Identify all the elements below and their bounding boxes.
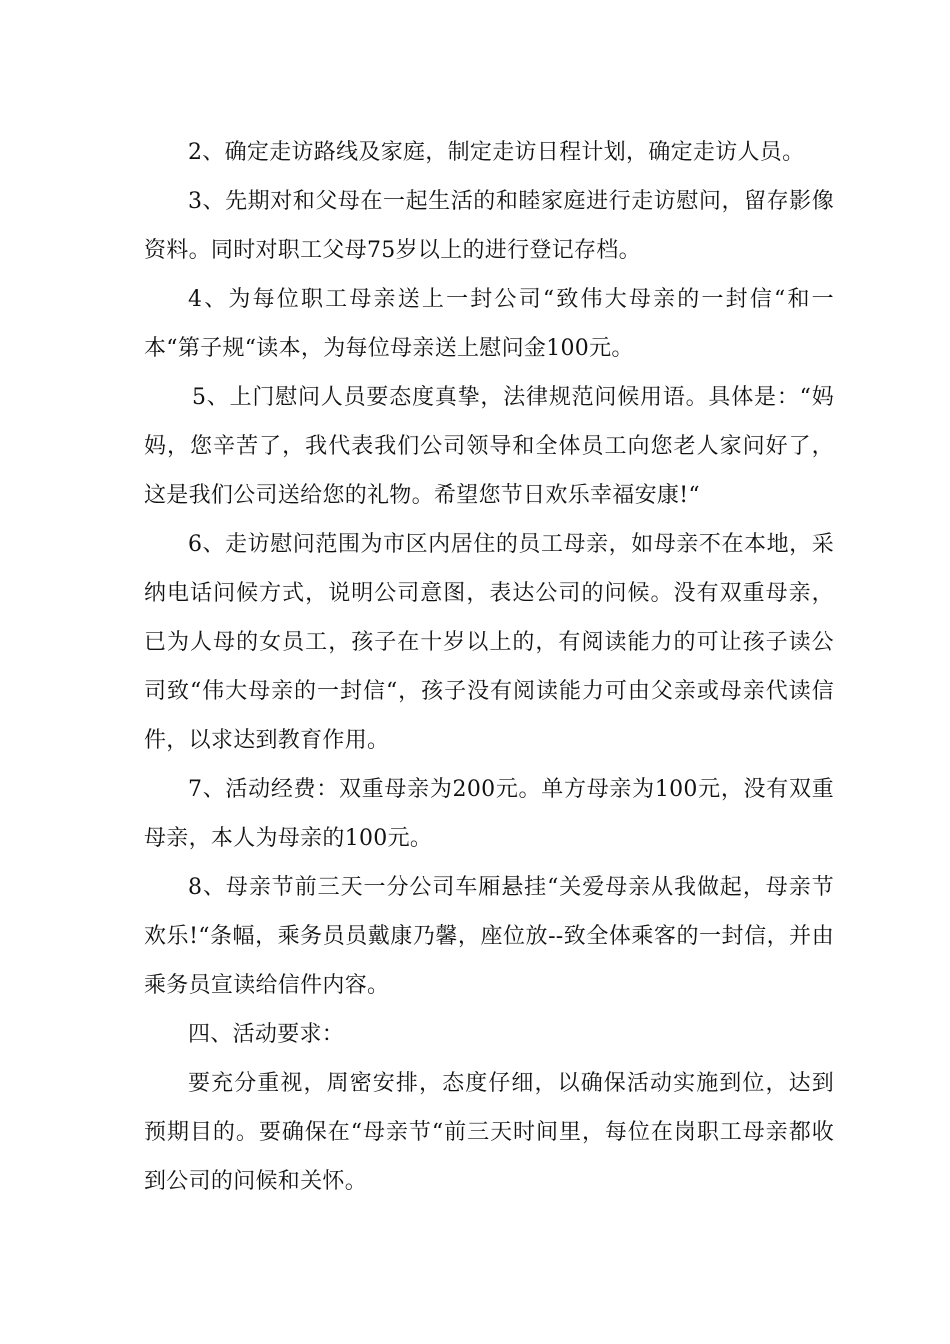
section-heading-requirements: 四、活动要求：	[188, 1022, 345, 1047]
paragraph-item-7: 7、活动经费：双重母亲为200元。单方母亲为100元，没有双重母亲，本人为母亲的100元。	[144, 777, 834, 851]
paragraph-requirements: 要充分重视，周密安排，态度仔细，以确保活动实施到位，达到预期目的。要确保在“母亲节“前三天时间里，每位在岗职工母亲都收到公司的问候和关怀。	[144, 1071, 834, 1194]
paragraph-item-8: 8、母亲节前三天一分公司车厢悬挂“关爱母亲从我做起，母亲节欢乐!“条幅，乘务员员戴康乃馨，座位放--致全体乘客的一封信，并由乘务员宣读给信件内容。	[144, 875, 834, 998]
paragraph-item-4: 4、为每位职工母亲送上一封公司“致伟大母亲的一封信“和一本“第子规“读本，为每位母亲送上慰问金100元。	[144, 287, 834, 361]
paragraph-item-5: 5、上门慰问人员要态度真挚，法律规范问候用语。具体是：“妈妈，您辛苦了，我代表我们公司领导和全体员工向您老人家问好了，这是我们公司送给您的礼物。希望您节日欢乐幸福安康!“	[144, 385, 834, 508]
paragraph-item-2: 2、确定走访路线及家庭，制定走访日程计划，确定走访人员。	[188, 140, 805, 165]
document-body	[144, 128, 834, 1206]
paragraph-item-6: 6、走访慰问范围为市区内居住的员工母亲，如母亲不在本地，采纳电话问候方式，说明公司意图，表达公司的问候。没有双重母亲，已为人母的女员工，孩子在十岁以上的，有阅读能力的可让孩子读公司致“伟大母亲的一封信“，孩子没有阅读能力可由父亲或母亲代读信件，以求达到教育作用。	[144, 532, 834, 753]
paragraph-item-3: 3、先期对和父母在一起生活的和睦家庭进行走访慰问，留存影像资料。同时对职工父母75岁以上的进行登记存档。	[144, 189, 834, 263]
